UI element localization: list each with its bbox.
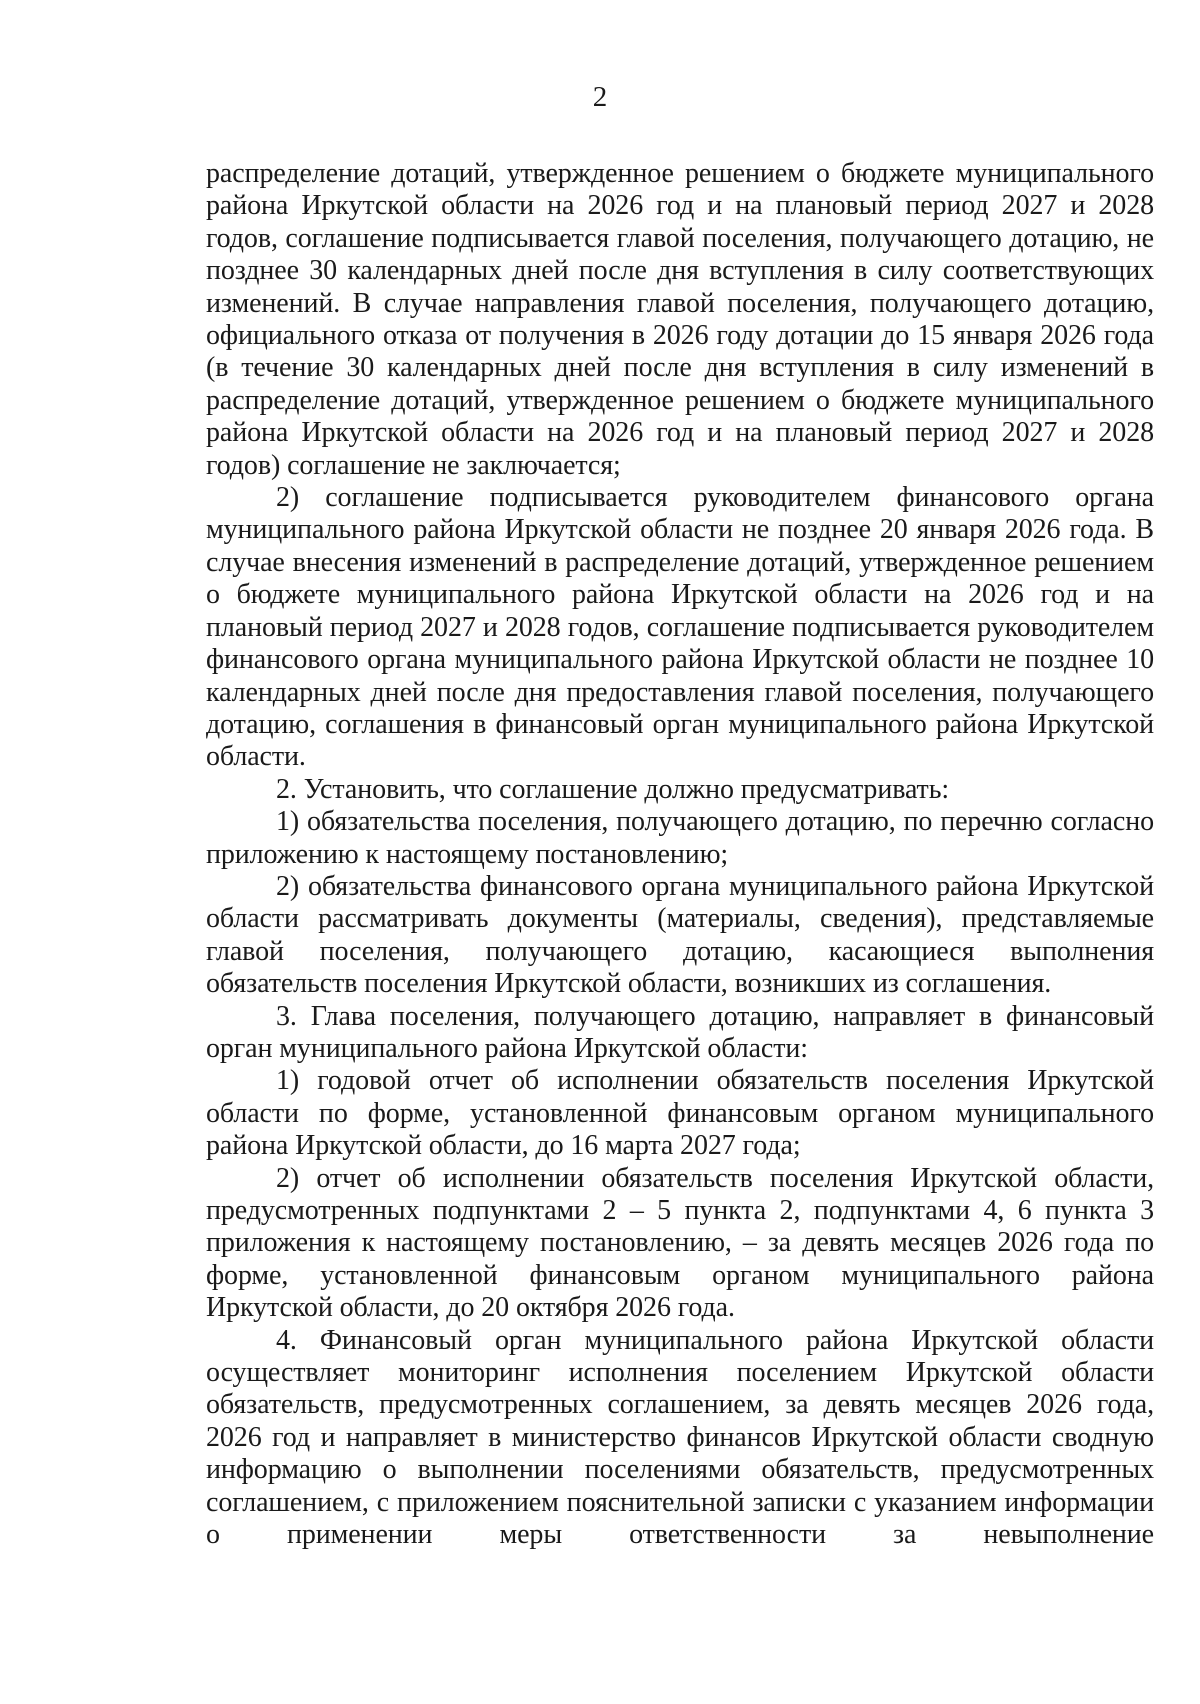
paragraph-item-2-subitem-1: 1) обязательства поселения, получающего дотацию, по перечню согласно приложению к настоящему постановлению; <box>206 806 1154 870</box>
paragraph-subitem-2-signing: 2) соглашение подписывается руководителем финансового органа муниципального района Иркутской области не позднее 20 января 2026 года. В случае внесения изменений в распределение дотаций, утвержденное решением о бюджете муниципального района Иркутской области на 2026 год и на плановый период 2027 и 2028 годов, соглашение подписывается руководителем финансового органа муниципального района Иркутской области не позднее 10 календарных дней после дня предоставления главой поселения, получающего дотацию, соглашения в финансовый орган муниципального района Иркутской области. <box>206 482 1154 773</box>
paragraph-item-2-subitem-2: 2) обязательства финансового органа муниципального района Иркутской области рассматривать документы (материалы, сведения), представляемые главой поселения, получающего дотацию, касающиеся выполнения обязательств поселения Иркутской области, возникших из соглашения. <box>206 870 1154 1000</box>
paragraph-item-2: 2. Установить, что соглашение должно предусматривать: <box>276 773 950 805</box>
paragraph-item-3: 3. Глава поселения, получающего дотацию, направляет в финансовый орган муниципального района Иркутской области: <box>206 1000 1154 1064</box>
document-body <box>206 158 1154 1551</box>
page-number: 2 <box>592 81 608 113</box>
paragraph-item-3-subitem-1: 1) годовой отчет об исполнении обязательств поселения Иркутской области по форме, установленной финансовым органом муниципального района Иркутской области, до 16 марта 2027 года; <box>206 1065 1154 1162</box>
paragraph-item-3-subitem-2: 2) отчет об исполнении обязательств поселения Иркутской области, предусмотренных подпунктами 2 – 5 пункта 2, подпунктами 4, 6 пункта 3 приложения к настоящему постановлению, – за девять месяцев 2026 года по форме, установленной финансовым органом муниципального района Иркутской области, до 20 октября 2026 года. <box>206 1162 1154 1324</box>
paragraph-continuation: распределение дотаций, утвержденное решением о бюджете муниципального района Иркутской области на 2026 год и на плановый период 2027 и 2028 годов, соглашение подписывается главой поселения, получающего дотацию, не позднее 30 календарных дней после дня вступления в силу соответствующих изменений. В случае направления главой поселения, получающего дотацию, официального отказа от получения в 2026 году дотации до 15 января 2026 года (в течение 30 календарных дней после дня вступления в силу изменений в распределение дотаций, утвержденное решением о бюджете муниципального района Иркутской области на 2026 год и на плановый период 2027 и 2028 годов) соглашение не заключается; <box>206 158 1154 481</box>
paragraph-item-4: 4. Финансовый орган муниципального района Иркутской области осуществляет мониторинг исполнения поселением Иркутской области обязательств, предусмотренных соглашением, за девять месяцев 2026 года, 2026 год и направляет в министерство финансов Иркутской области сводную информацию о выполнении поселениями обязательств, предусмотренных соглашением, с приложением пояснительной записки с указанием информации о применении меры ответственности за невыполнение <box>206 1324 1154 1551</box>
